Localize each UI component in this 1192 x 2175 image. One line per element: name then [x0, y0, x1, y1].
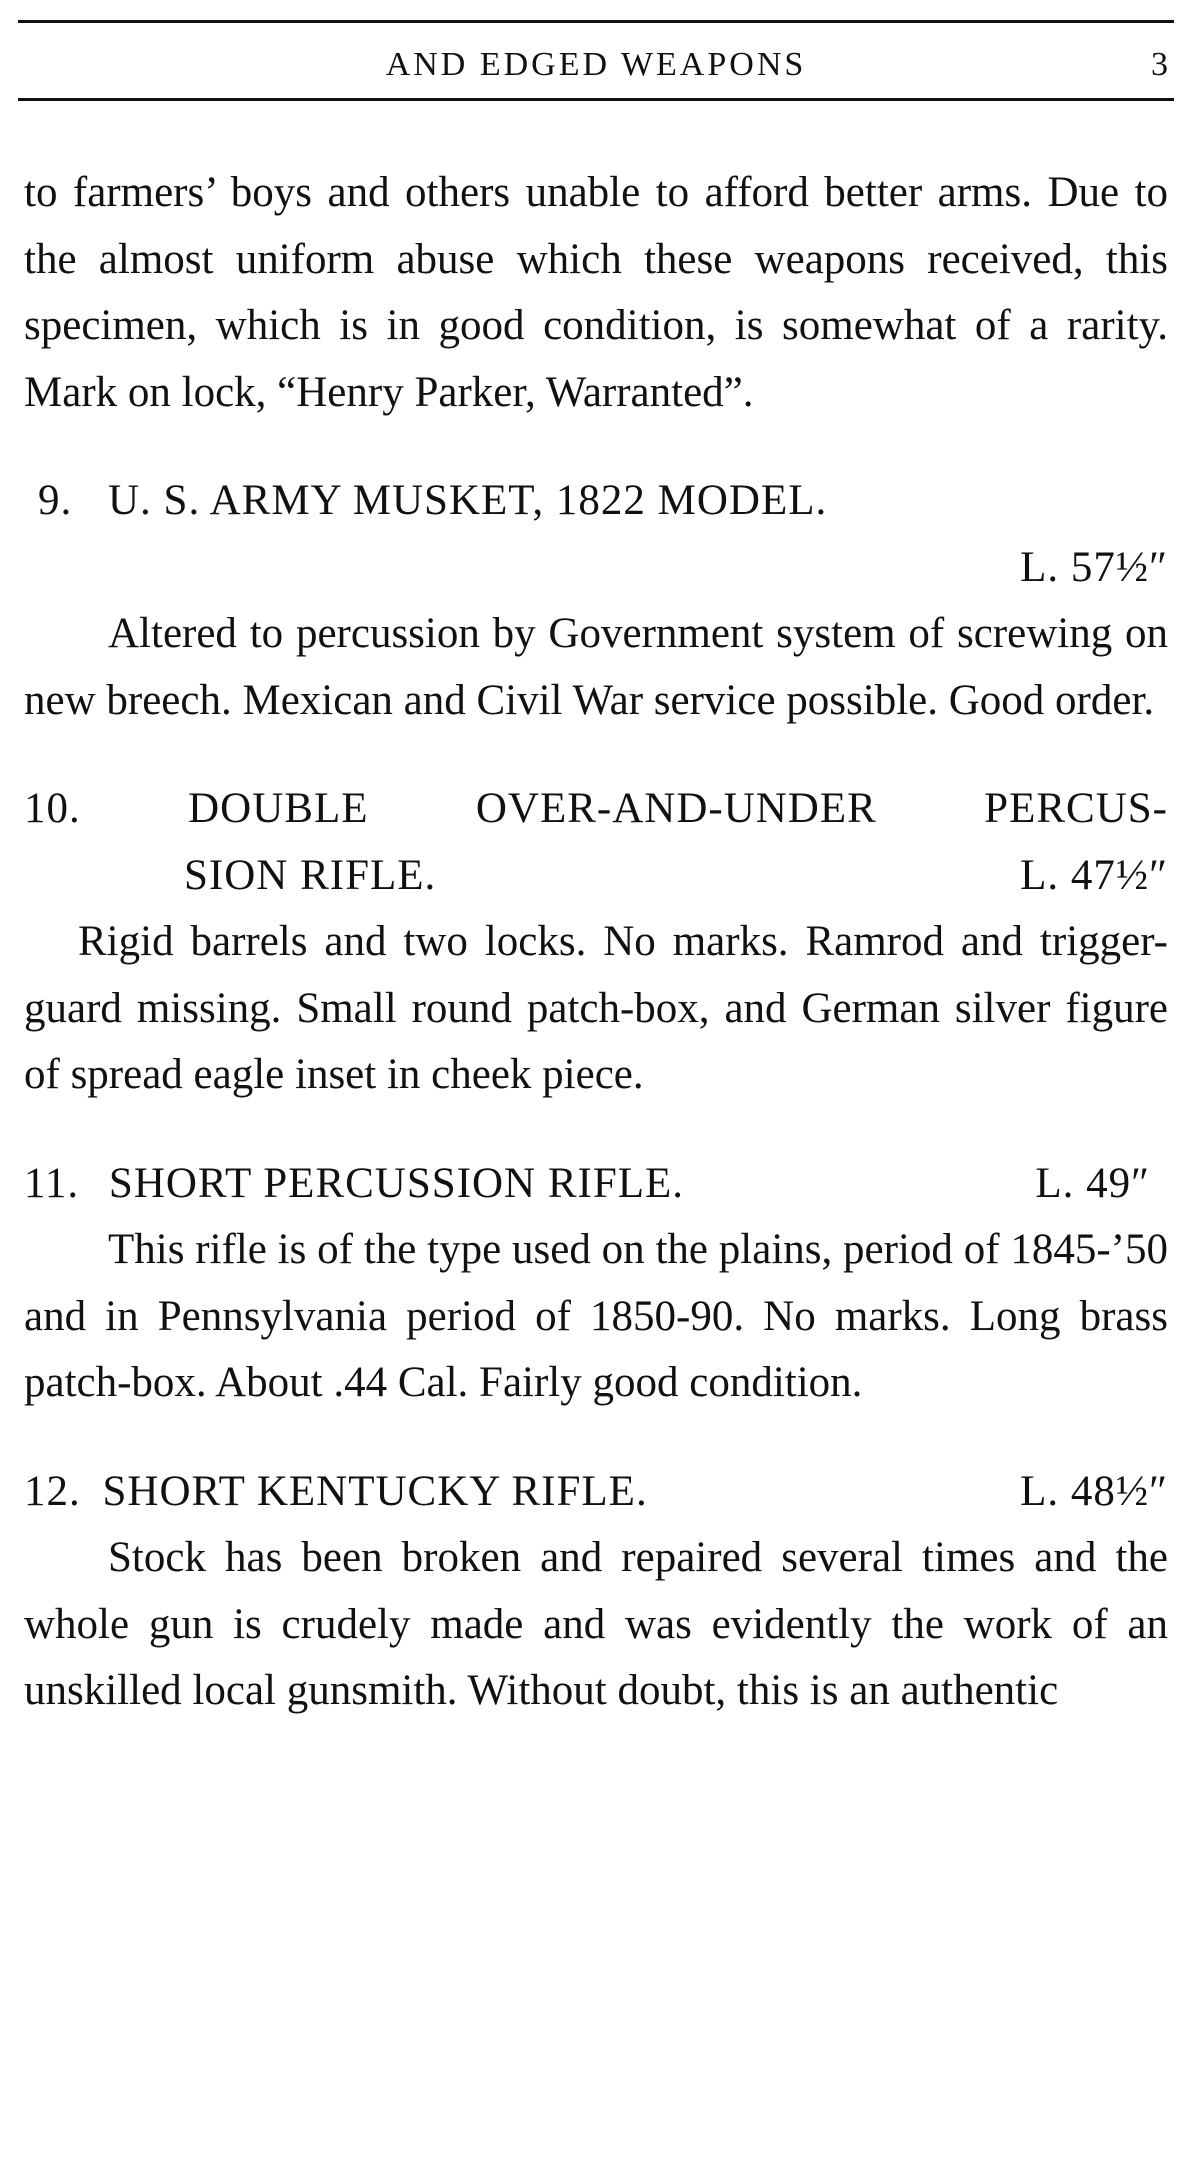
entry-number: 10.: [24, 785, 81, 832]
catalog-entry-12: [24, 1459, 1168, 1725]
entry-name: U. S. ARMY MUSKET, 1822 MODEL.: [108, 477, 828, 524]
entry-name-continued: SION RIFLE.: [184, 851, 437, 899]
entry-description: This rifle is of the type used on the plains, period of 1845-’50 and in Pennsylvania period of 1850-90. No marks. Long brass patch-box. About .44 Cal. Fairly good condition.: [24, 1226, 1168, 1406]
header-bottom-rule: [18, 98, 1174, 101]
entry-title: [24, 1459, 1168, 1526]
entry-name: SHORT KENTUCKY RIFLE.: [102, 1467, 648, 1515]
entry-description: Rigid barrels and two locks. No marks. Ramrod and trigger-guard missing. Small round patch-box, and German silver figure of spread eagle inset in cheek piece.: [24, 918, 1168, 1098]
page-number: 3: [1151, 46, 1168, 83]
entry-title: [24, 468, 1168, 535]
entry-name: SHORT PERCUSSION RIFLE.: [108, 1159, 685, 1207]
header-top-rule: [18, 20, 1174, 23]
entry-length: L. 47½″: [1020, 851, 1168, 899]
entry-title: [24, 776, 1168, 843]
entry-description: Altered to percussion by Government system of screwing on new breech. Mexican and Civil War service possible. Good order.: [24, 610, 1168, 724]
entry-length: L. 57½″: [1020, 543, 1168, 591]
running-head: AND EDGED WEAPONS: [385, 46, 807, 83]
catalog-entry-9: [24, 468, 1168, 734]
entry-title: [24, 1151, 1168, 1218]
entry-length: L. 49″: [1035, 1159, 1150, 1207]
entry-description: Stock has been broken and repaired several times and the whole gun is crudely made and was evidently the work of an unskilled local gunsmith. Without doubt, this is an authentic: [24, 1534, 1168, 1714]
spacer: [24, 734, 1168, 776]
entry-number: 12.: [24, 1467, 81, 1515]
page-content: [24, 160, 1168, 1725]
entry-number: 11.: [24, 1159, 80, 1207]
intro-paragraph: to farmers’ boys and others unable to afford better arms. Due to the almost uniform abuse which these weapons received, this specimen, which is in good condition, is somewhat of a rarity. Mark on lock, “Henry Parker, Warranted”.: [24, 169, 1168, 416]
catalog-entry-11: [24, 1151, 1168, 1417]
entry-length: L. 48½″: [1020, 1467, 1168, 1515]
spacer: [24, 426, 1168, 468]
spacer: [24, 1109, 1168, 1151]
spacer: [24, 1417, 1168, 1459]
entry-number: 9.: [38, 477, 73, 524]
entry-name: DOUBLE OVER-AND-UNDER PERCUS-: [188, 785, 1168, 832]
entry-title-continued: [24, 843, 1168, 910]
catalog-entry-10: [24, 776, 1168, 1109]
